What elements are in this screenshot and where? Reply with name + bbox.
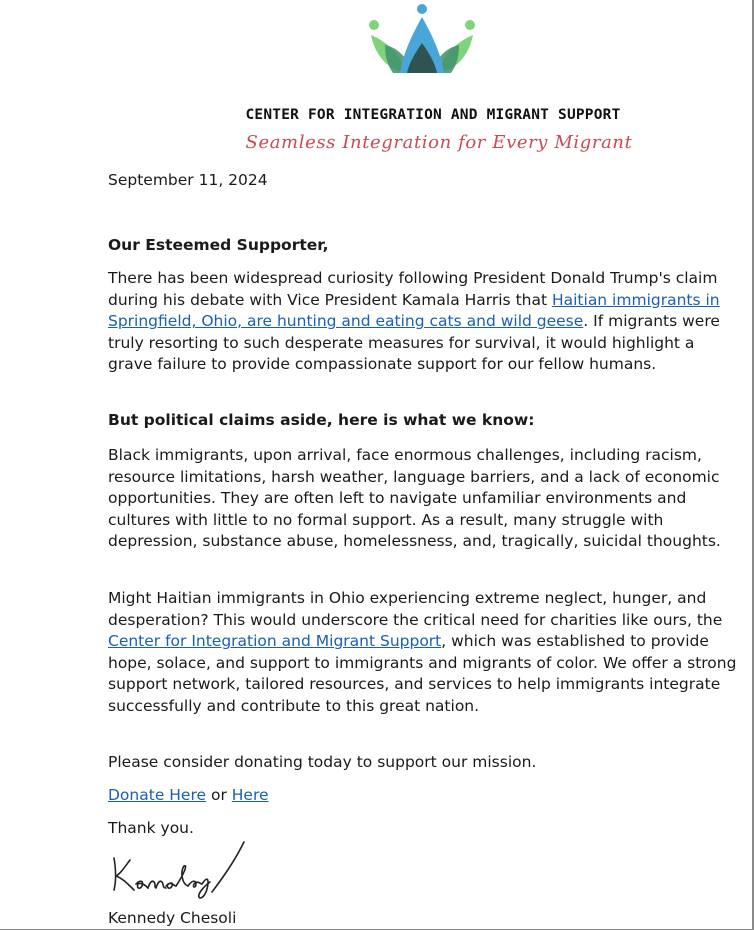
letter-salutation: Our Esteemed Supporter, xyxy=(108,236,329,254)
signature-name: Kennedy Chesoli xyxy=(108,909,237,927)
donation-connector-text: or xyxy=(206,786,232,804)
donation-links xyxy=(108,785,738,807)
paragraph-text: There has been widespread curiosity following President Donald Trump's claim during his debate with Vice President Kamala Harris that xyxy=(108,269,718,309)
organization-logo-icon xyxy=(367,3,477,75)
paragraph-text: , which was established to provide hope, solace, and support to immigrants and migrants of color. We offer a strong support network, tailored resources, and services to help immigrants integrate successfully and contribute to this great nation. xyxy=(108,632,737,715)
organization-link[interactable]: Center for Integration and Migrant Support xyxy=(108,632,442,651)
donate-here-link[interactable]: Donate Here xyxy=(108,786,207,804)
letter-closing: Thank you. xyxy=(108,819,194,837)
handwritten-signature xyxy=(104,836,254,906)
donate-alternate-link[interactable]: Here xyxy=(231,786,269,804)
paragraph-text: Might Haitian immigrants in Ohio experiencing extreme neglect, hunger, and desperation? This would underscore the critical need for charities like ours, the xyxy=(108,589,723,629)
organization-tagline: Seamless Integration for Every Migrant xyxy=(245,132,633,153)
paragraph-challenges: Black immigrants, upon arrival, face enormous challenges, including racism, resource limitations, harsh weather, language barriers, and a lack of economic opportunities. They are often left to navigate unfamiliar environments and cultures with little to no formal support. As a result, many struggle with depression, substance abuse, homelessness, and, tragically, suicidal thoughts. xyxy=(108,446,721,551)
haitian-immigrants-article-link[interactable]: Haitian immigrants in Springfield, Ohio, are hunting and eating cats and wild geese xyxy=(108,290,720,331)
paragraph-debate-claim xyxy=(108,268,738,376)
paragraph-text: . If migrants were truly resorting to such desperate measures for survival, it would highlight a grave failure to provide compassionate support for our fellow humans. xyxy=(108,312,720,374)
section-subheading: But political claims aside, here is what we know: xyxy=(108,411,535,429)
letter-date: September 11, 2024 xyxy=(108,171,268,189)
paragraph-charity-need xyxy=(108,588,738,718)
donation-appeal: Please consider donating today to support our mission. xyxy=(108,753,537,771)
organization-name: CENTER FOR INTEGRATION AND MIGRANT SUPPORT xyxy=(245,107,621,123)
